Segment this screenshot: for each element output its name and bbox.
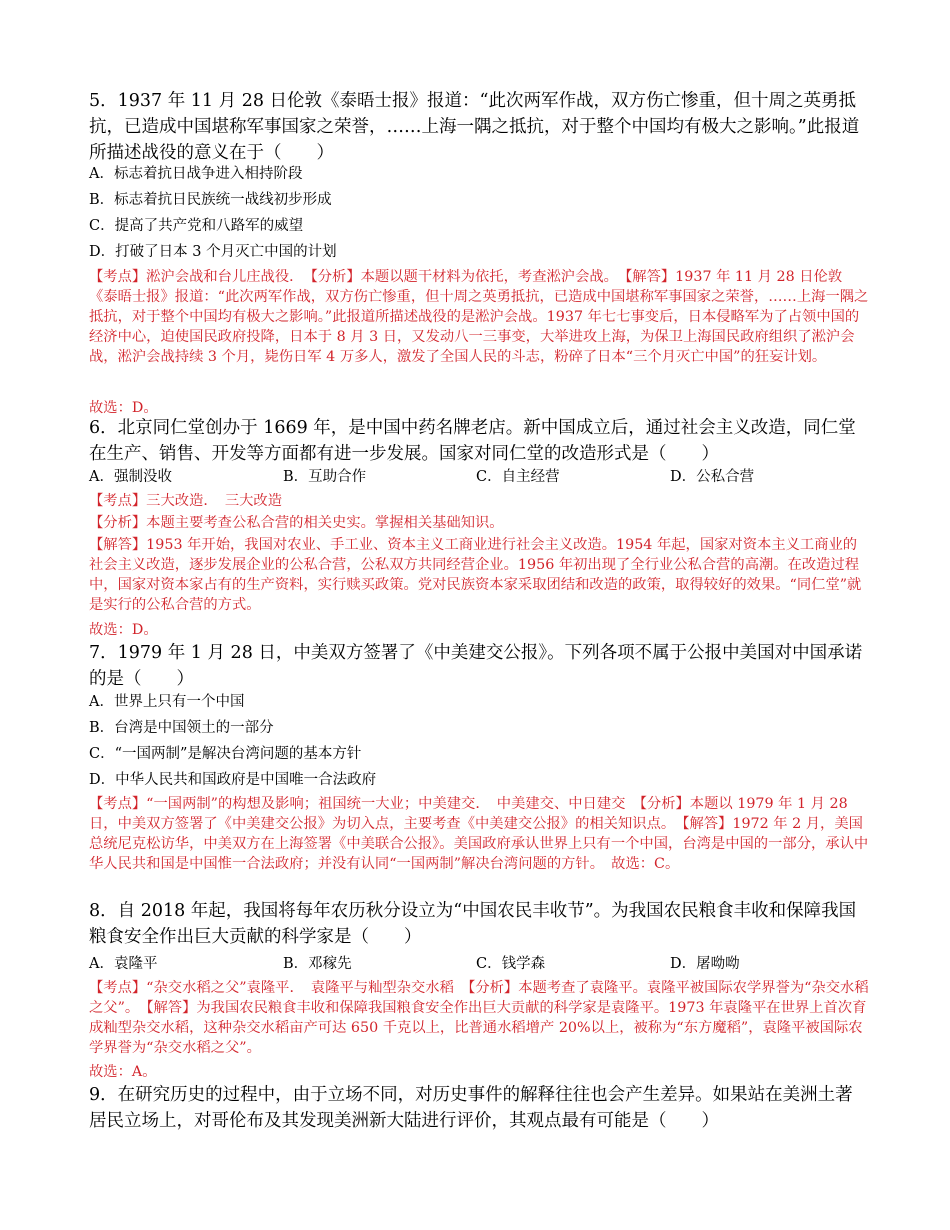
question-6-answer: 故选：D。 xyxy=(89,622,158,638)
question-8-analysis: 【考点】“杂交水稻之父”袁隆平． 袁隆平与籼型杂交水稻 【分析】本题考查了袁隆平。袁隆平被国际农学界誉为“杂交水稻之父”。 【解答】为我国农民粮食丰收和保障我国粮食安全作出巨大贡献的科学家是袁隆平。1973 年袁隆平在世界上首次育成籼型杂交水稻，这种杂交水稻亩产可达 650 千克以上，比普通水稻增产 20%以上，被称为“东方魔稻”，袁隆平被国际农学界誉为“杂交水稻之父”。 xyxy=(89,980,869,1056)
question-8-option-d: D．屠呦呦 xyxy=(670,956,740,972)
question-5-analysis: 【考点】淞沪会战和台儿庄战役． 【分析】本题以题干材料为依托，考查淞沪会战。 【解答】1937 年 11 月 28 日伦敦《泰晤士报》报道：“此次两军作战，双方伤亡惨重，但十周之英勇抵抗，已造成中国堪称军事国家之荣誉，……上海一隅之抵抗，对于整个中国均有极大之影响。”此报道所描述战役的是淞沪会战。1937 年七七事变后，日本侵略军为了占领中国的经济中心，迫使国民政府投降，日本于 8 月 3 日，又发动八一三事变，大举进攻上海，为保卫上海国民政府组织了淞沪会战，淞沪会战持续 3 个月，毙伤日军 4 万多人，激发了全国人民的斗志，粉碎了日本“三个月灭亡中国”的狂妄计划。 xyxy=(89,269,869,365)
question-6-option-b: B．互助合作 xyxy=(283,469,367,485)
question-7-analysis: 【考点】“一国两制”的构想及影响；祖国统一大业；中美建交． 中美建交、中日建交 【分析】本题以 1979 年 1 月 28 日，中美双方签署了《中美建交公报》为切入点，主要考查《中美建交公报》的相关知识点。 【解答】1972 年 2 月，美国总统尼克松访华，中美双方在上海签署《中美联合公报》。美国政府承认世界上只有一个中国，台湾是中国的一部分，承认中华人民共和国是中国惟一合法政府；并没有认同“一国两制”解决台湾问题的方针。 故选：C。 xyxy=(89,796,869,872)
question-6-option-c: C．自主经营 xyxy=(476,469,560,485)
question-7-option-c: C．“一国两制”是解决台湾问题的基本方针 xyxy=(89,746,362,762)
question-8-option-b: B．邓稼先 xyxy=(283,956,352,972)
question-6-analysis: 【分析】本题主要考查公私合营的相关史实。掌握相关基础知识。 xyxy=(89,515,504,531)
question-5-option-b: B．标志着抗日民族统一战线初步形成 xyxy=(89,192,332,208)
question-5-stem: 5．1937 年 11 月 28 日伦敦《泰晤士报》报道：“此次两军作战，双方伤亡惨重，但十周之英勇抵抗，已造成中国堪称军事国家之荣誉，……上海一隅之抵抗，对于整个中国均有极大之影响。”此报道所描述战役的意义在于（ ） xyxy=(89,91,860,163)
question-7-option-a: A．世界上只有一个中国 xyxy=(89,694,245,710)
question-7-option-b: B．台湾是中国领土的一部分 xyxy=(89,720,274,736)
question-8-option-a: A．袁隆平 xyxy=(89,956,158,972)
question-5-answer: 故选：D。 xyxy=(89,400,158,416)
question-6-option-d: D．公私合营 xyxy=(670,469,755,485)
question-6-solution: 【解答】1953 年开始，我国对农业、手工业、资本主义工商业进行社会主义改造。1954 年起，国家对资本主义工商业的社会主义改造，逐步发展企业的公私合营，公私双方共同经营企业。1956 年初出现了全行业公私合营的高潮。在改造过程中，国家对资本家占有的生产资料，实行赎买政策。党对民族资本家采取团结和改造的政策，取得较好的效果。“同仁堂”就是实行的公私合营的方式。 xyxy=(89,537,862,613)
question-8-stem: 8．自 2018 年起，我国将每年农历秋分设立为“中国农民丰收节”。为我国农民粮食丰收和保障我国粮食安全作出巨大贡献的科学家是（ ） xyxy=(89,901,857,947)
question-6-stem: 6．北京同仁堂创办于 1669 年，是中国中药名牌老店。新中国成立后，通过社会主义改造，同仁堂在生产、销售、开发等方面都有进一步发展。国家对同仁堂的改造形式是（ ） xyxy=(89,418,856,464)
question-8-answer: 故选：A。 xyxy=(89,1064,157,1080)
question-9-stem: 9．在研究历史的过程中，由于立场不同，对历史事件的解释往往也会产生差异。如果站在美洲土著居民立场上，对哥伦布及其发现美洲新大陆进行评价，其观点最有可能是（ ） xyxy=(89,1085,853,1131)
question-7-option-d: D．中华人民共和国政府是中国唯一合法政府 xyxy=(89,772,377,788)
question-5-option-a: A．标志着抗日战争进入相持阶段 xyxy=(89,166,303,182)
question-6-point: 【考点】三大改造． 三大改造 xyxy=(89,493,283,509)
question-8-option-c: C．钱学森 xyxy=(476,956,546,972)
question-6-option-a: A．强制没收 xyxy=(89,469,172,485)
question-5-option-c: C．提高了共产党和八路军的威望 xyxy=(89,218,304,234)
question-5-option-d: D．打破了日本 3 个月灭亡中国的计划 xyxy=(89,244,337,260)
question-7-stem: 7．1979 年 1 月 28 日，中美双方签署了《中美建交公报》。下列各项不属于公报中美国对中国承诺的是（ ） xyxy=(89,643,863,689)
